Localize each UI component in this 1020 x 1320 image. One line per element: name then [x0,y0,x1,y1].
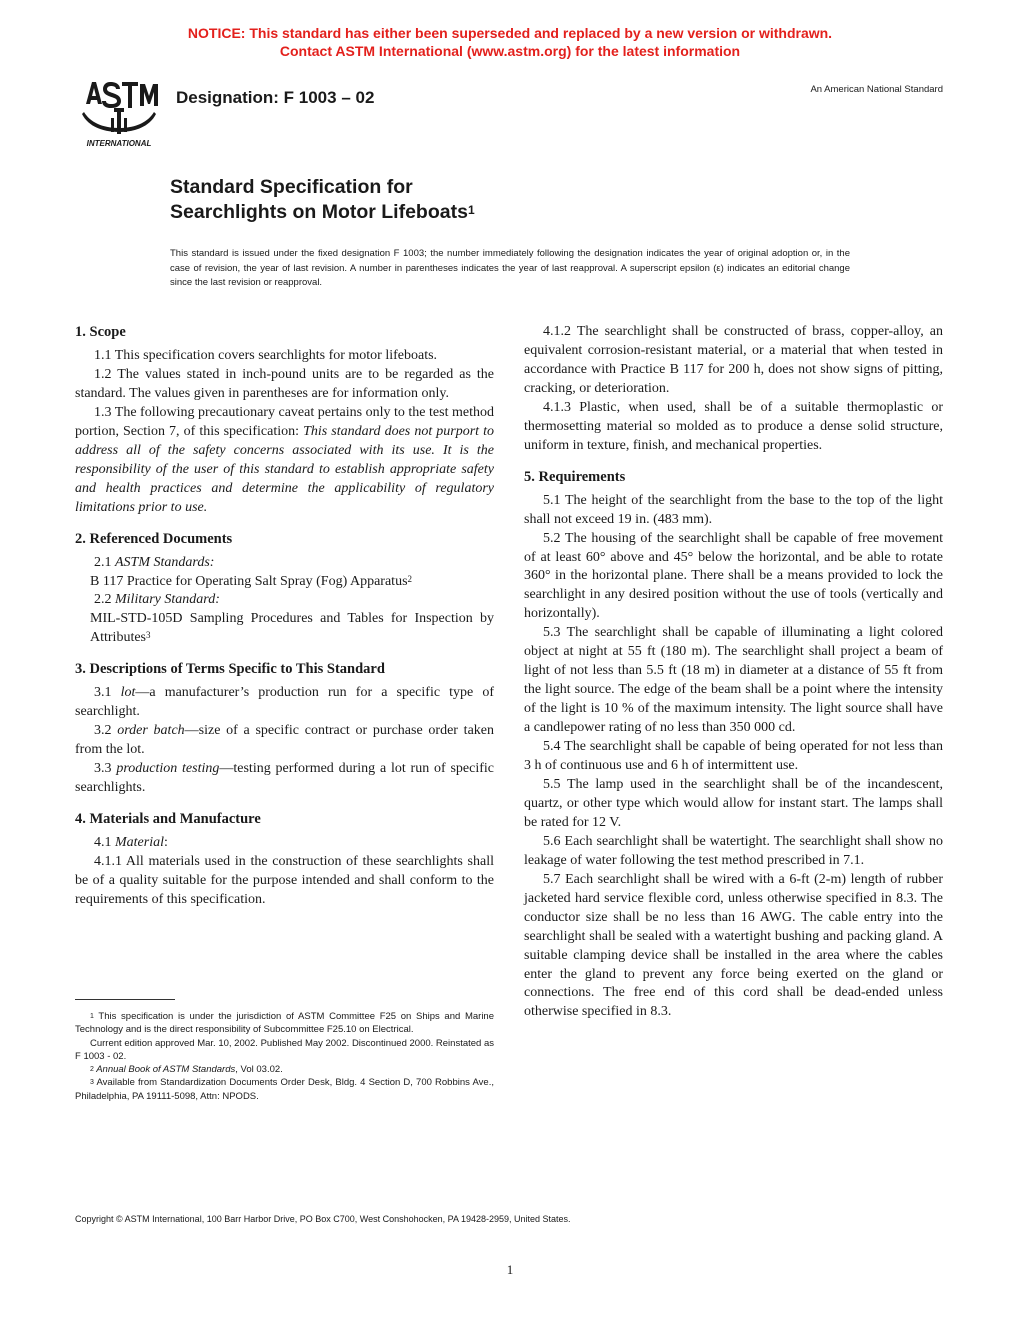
para-3-2-num: 3.2 [94,723,118,739]
para-5-5: 5.5 The lamp used in the searchlight shall be of the incandescent, quartz, or other type which would allow for instant start. The lamps shall be rated for 12 V. [524,776,943,830]
title-footnote-mark: 1 [467,203,475,217]
section-requirements-heading: 5. Requirements [524,468,626,485]
section-scope-heading: 1. Scope [75,324,126,340]
para-4-1 [75,834,494,853]
logo-subtext: INTERNATIONAL [86,139,152,148]
notice-line-1: NOTICE: This standard has either been superseded and replaced by a new version or withdrawn. [187,25,833,41]
footnote-2-text: , Vol 03.02. [235,1064,283,1076]
title-line-2 [170,200,475,225]
footnote-3-mark: 3 [90,1079,94,1087]
right-column [524,323,943,1022]
material-colon: : [164,835,168,851]
para-5-7: 5.7 Each searchlight shall be wired with a 6-ft (2-m) length of rubber jacketed hard service flexible cord, unless otherwise specified in 8.3. The conductor size shall be no less than 16 AWG. The cable entry into the searchlight shall be sealed with a watertight bushing and packing gland. A suitable clamping device shall be installed in the area where the cables enter the gland to prevent any force being exerted on the gland or connections. The free end of this cord shall be dead-ended unless otherwise specified in 8.3. [524,871,943,1020]
footnote-divider [75,999,175,1000]
section-terms-heading: 3. Descriptions of Terms Specific to This Standard [75,661,385,678]
footnote-1 [75,1010,494,1037]
para-3-3 [75,760,494,798]
para-4-1-2: 4.1.2 The searchlight shall be constructed of brass, copper-alloy, an equivalent corrosion-resistant material, or a material that when tested in accordance with Practice B 117 for 200 h, does not show signs of pitting, cracking, or deterioration. [524,324,943,396]
para-5-6: 5.6 Each searchlight shall be watertight. The searchlight shall show no leakage of water following the test method prescribed in 7.1. [524,833,943,868]
title-line-2-text: Searchlights on Motor Lifeboats [170,201,468,223]
footnote-mark-3: 3 [146,630,151,641]
footnote-2-mark: 2 [90,1066,94,1074]
section-materials-heading: 4. Materials and Manufacture [75,811,261,828]
copyright: Copyright © ASTM International, 100 Barr Harbor Drive, PO Box C700, West Conshohocken, PA 19428-2959, United States. [75,1214,571,1224]
para-2-2 [75,591,494,610]
term-lot: lot [120,685,136,701]
para-5-1: 5.1 The height of the searchlight from the base to the top of the light shall not exceed 19 in. (483 mm). [524,492,943,527]
page-number: 1 [506,1262,514,1277]
astm-standards-label: ASTM Standards: [115,554,215,570]
footnote-2-title: Annual Book of ASTM Standards [93,1064,236,1076]
para-4-1-1: 4.1.1 All materials used in the construction of these searchlights shall be of a quality suitable for the purpose intended and shall conform to the requirements of this specification. [75,854,494,907]
reference-mil-std [75,610,494,648]
term-production-testing-def: —testing performed during a lot run of specific searchlights. [75,761,495,796]
safety-caveat: This standard does not purport to address all of the safety concerns associated with its use. It is the responsibility of the user of this standard to establish appropriate safety and health practices and determine the applicability of regulatory limitations prior to use. [75,423,494,515]
footnote-3 [75,1076,494,1103]
footnote-1-edition: Current edition approved Mar. 10, 2002. Published May 2002. Discontinued 2000. Reinstated as F 1003 - 02. [75,1037,495,1062]
footnotes [75,1010,494,1103]
para-3-1-num: 3.1 [94,685,121,701]
reference-b117-text: B 117 Practice for Operating Salt Spray (Fog) Apparatus [90,573,408,589]
para-5-3: 5.3 The searchlight shall be capable of illuminating a light colored object at night at 55 ft (180 m). The searchlight shall project a beam of light of not less than 5.5 ft (18 m) in diameter at a distance of 55 ft from the light source. The edge of the beam shall be a point where the intensity of the light is 10 % of the maximum intensity. The light source shall have a candlepower rating of no less than 350 000 cd. [524,625,943,736]
footnote-mark-2: 2 [407,573,413,584]
para-3-3-num: 3.3 [94,761,117,777]
designation: Designation: F 1003 – 02 [176,88,375,107]
title-line-1: Standard Specification for [170,176,413,198]
term-order-batch: order batch [117,723,185,739]
footnote-1-mark: 1 [90,1013,94,1020]
para-1-3 [75,404,494,518]
material-label: Material [115,835,164,851]
issued-note: This standard is issued under the fixed designation F 1003; the number immediately following the designation indicates the year of original adoption or, in the case of revision, the year of last revision. A number in parentheses indicates the year of last reapproval. A superscript epsilon (ε) indicates an editorial change since the last revision or reapproval. [170,248,850,289]
para-4-1-3: 4.1.3 Plastic, when used, shall be of a suitable thermoplastic or thermosetting material so molded as to produce a dense solid structure, uniform in texture, finish, and mechanical properties. [524,399,943,453]
para-5-2: 5.2 The housing of the searchlight shall be capable of free movement of at least 60° above and 45° below the horizontal, and be able to rotate 360° in the horizontal plane. There shall be a means provided to lock the searchlight in any desired position without the use of tools (vertically and horizontally). [524,530,943,622]
military-standard-label: Military Standard: [115,592,220,608]
para-3-1 [75,684,494,722]
para-5-4: 5.4 The searchlight shall be capable of being operated for not less than 3 h of continuous use and 6 h of intermittent use. [524,739,943,774]
withdrawn-notice [0,24,1020,60]
notice-line-2: Contact ASTM International (www.astm.org) for the latest information [279,43,741,59]
left-column [75,323,494,910]
para-1-1: 1.1 This specification covers searchlights for motor lifeboats. [94,348,438,363]
section-referenced-documents-heading: 2. Referenced Documents [75,530,233,547]
reference-b117 [75,573,494,592]
astm-international-logo-icon [78,78,160,150]
document-title [170,175,475,225]
reference-mil-std-text: MIL-STD-105D Sampling Procedures and Tables for Inspection by Attributes [90,611,494,646]
para-3-2 [75,722,494,760]
para-2-1 [75,554,494,573]
term-production-testing: production testing [116,761,220,777]
para-1-3-text: 1.3 The following precautionary caveat pertains only to the test method portion, Section 7, of this specification: [75,404,494,439]
footnote-1-text: This specification is under the jurisdiction of ASTM Committee F25 on Ships and Marine Technology and is the direct responsibility of Subcommittee F25.10 on Electrical. [75,1011,494,1036]
national-standard-label: An American National Standard [810,84,943,95]
term-order-batch-def: —size of a specific contract or purchase order taken from the lot. [75,723,494,758]
term-lot-def: —a manufacturer’s production run for a specific type of searchlight. [75,685,494,720]
para-2-2-num: 2.2 [94,592,115,608]
para-1-2: 1.2 The values stated in inch-pound units are to be regarded as the standard. The values given in parentheses are for information only. [75,366,494,401]
para-2-1-num: 2.1 [94,554,115,570]
footnote-2 [75,1063,494,1076]
para-4-1-num: 4.1 [94,835,115,851]
footnote-3-text: Available from Standardization Documents Order Desk, Bldg. 4 Section D, 700 Robbins Ave., Philadelphia, PA 19111-5098, Attn: NPODS. [75,1077,494,1102]
